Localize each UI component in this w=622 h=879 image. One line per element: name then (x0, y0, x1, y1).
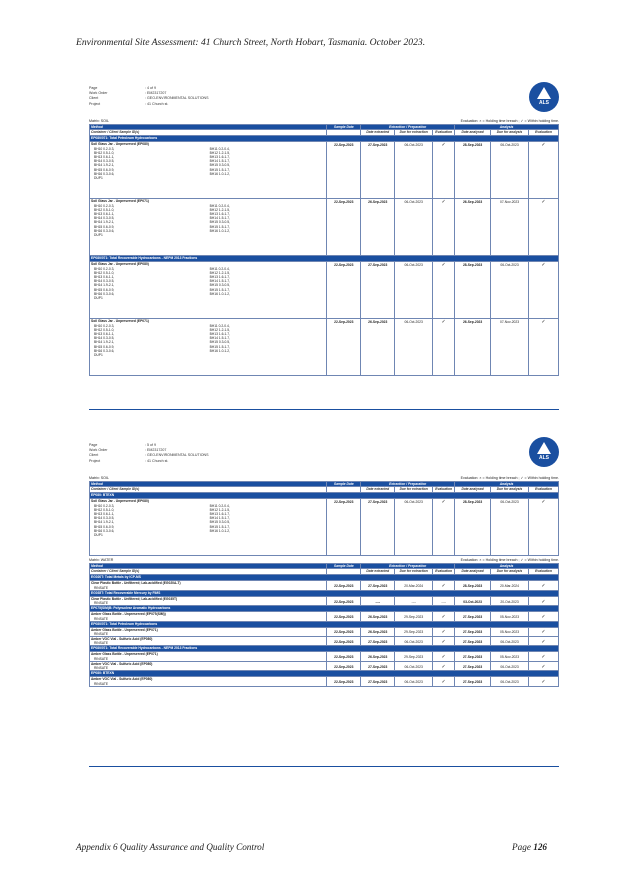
date-cell: 27-Sep-2023 (361, 677, 395, 686)
sample-id: RINSATE (94, 632, 109, 637)
sample-id: RINSATE (94, 585, 109, 590)
meta-label: Project (89, 458, 101, 463)
section-header: EP080: BTEXN (90, 671, 559, 677)
check-icon: ✓ (441, 319, 446, 326)
check-icon: ✓ (441, 199, 446, 206)
check-icon: ✓ (441, 262, 446, 269)
table-row: Soil Glass Jar - Unpreserved (EP080) BH10 0.2-0.3, BH12 0.5-1.0, BH13 0.6-1.1, BH14 0.3-0.5, BH14 1.9-2.1, BH15 0.6-0.9, BH16 0.3-0.6, DUP1 BH11 0.2-0.4, BH12 1.2-1.5, BH13 1.6-1.7, BH14 1.5-1.7, BH15 0.3-0.5, BH15 1.5-1.7, BH16 1.0-1.2, 22-Sep-2023 27-Sep-2023 06-Oct-2023 ✓ 28-Sep-2023 06-Oct-2023 ✓ (90, 142, 559, 199)
container-title: Clear Plastic Bottle - Unfiltered; Lab-acidified (EG020A-T) (91, 581, 181, 586)
col-method: Method (90, 564, 327, 569)
section-header: EP080/071: Total Petroleum Hydrocarbons (90, 621, 559, 627)
section-header: EP075(SIM)B: Polynuclear Aromatic Hydrocarbons (90, 606, 559, 612)
als-logo-icon (529, 82, 559, 112)
col-date-analysed: Date analysed (455, 487, 491, 493)
date-cell: 27-Sep-2023 (361, 637, 395, 646)
check-icon: ✓ (541, 598, 546, 605)
check-icon: ✓ (441, 654, 446, 661)
page-header: Environmental Site Assessment: 41 Church Street, North Hobart, Tasmania. October 2023. (76, 37, 426, 48)
date-cell: 22-Sep-2023 (327, 596, 361, 605)
date-cell: 05-Nov-2023 (491, 627, 529, 636)
check-icon: ✓ (441, 629, 446, 636)
report-divider (89, 409, 559, 410)
date-cell: 28-Sep-2023 (455, 581, 491, 590)
date-cell: 22-Sep-2023 (327, 652, 361, 661)
col-date-extracted: Date extracted (361, 130, 395, 136)
report-meta (89, 443, 559, 476)
table-row: Soil Glass Jar - Unpreserved (EP071) BH10 0.2-0.3, BH12 0.5-1.0, BH13 0.6-1.1, BH14 0.3-0.5, BH14 1.9-2.1, BH15 0.6-0.9, BH16 0.3-0.6, DUP1 BH11 0.2-0.4, BH12 1.2-1.5, BH13 1.6-1.7, BH14 1.5-1.7, BH15 0.3-0.5, BH15 1.5-1.7, BH16 1.0-1.2, 22-Sep-2023 26-Sep-2023 06-Oct-2023 ✓ 26-Sep-2023 07-Nov-2023 ✓ (90, 319, 559, 376)
check-icon: ✓ (441, 142, 446, 149)
col-evaluation: Evaluation (433, 130, 455, 136)
meta-label: Project (89, 101, 101, 106)
holding-time-table (89, 563, 559, 686)
sample-id: RINSATE (94, 681, 109, 686)
date-cell: 29-Sep-2023 (395, 627, 433, 636)
check-icon: ✓ (441, 583, 446, 590)
col-due-extraction: Due for extraction (395, 130, 433, 136)
page-number (512, 842, 547, 852)
col-due-extraction: Due for extraction (395, 487, 433, 493)
section-header: EP080/071: Total Petroleum Hydrocarbons (90, 136, 559, 142)
section-header: EP080/071: Total Recoverable Hydrocarbons - NEPM 2013 Fractions (90, 256, 559, 262)
col-extraction-group: Extraction / Preparation (361, 482, 455, 487)
meta-client: : GEO-ENVIRONMENTAL SOLUTIONS (145, 453, 209, 458)
check-icon: ✓ (441, 678, 446, 685)
sample-id: RINSATE (94, 641, 109, 646)
table-row (90, 612, 559, 621)
check-icon: ✓ (541, 319, 546, 326)
date-cell: 06-Oct-2023 (491, 637, 529, 646)
date-cell: 06-Oct-2023 (395, 637, 433, 646)
container-title: Amber Glass Bottle - Unpreserved (EP071) (91, 652, 158, 657)
date-cell: 27-Sep-2023 (455, 637, 491, 646)
check-icon: ✓ (541, 613, 546, 620)
page-number-value: 126 (533, 842, 547, 852)
holding-time-table (89, 481, 559, 556)
als-logo-icon (529, 437, 559, 467)
evaluation-legend: Evaluation: × = Holding time breach ; ✓ = Within holding time. (460, 119, 559, 123)
col-date-extracted: Date extracted (361, 569, 395, 575)
date-cell: 20-Oct-2023 (491, 596, 529, 605)
col-evaluation: Evaluation (433, 569, 455, 575)
col-evaluation: Evaluation (528, 569, 558, 575)
table-row (90, 596, 559, 605)
check-icon: ✓ (541, 654, 546, 661)
meta-work-order: : EM2317207 (145, 91, 167, 96)
container-title: Soil Glass Jar - Unpreserved (EP080) (91, 142, 149, 147)
meta-project: : 41 Church st. (145, 458, 169, 463)
check-icon: ✓ (441, 663, 446, 670)
col-container: Container / Client Sample ID(s) (90, 569, 327, 575)
date-cell: 06-Oct-2023 (491, 677, 529, 686)
date-cell: 22-Sep-2023 (327, 581, 361, 590)
meta-label: Page (89, 86, 98, 90)
date-cell: 20-Mar-2024 (395, 581, 433, 590)
section-header: EG020T: Total Metals by ICP-MS (90, 575, 559, 581)
check-icon: ✓ (541, 629, 546, 636)
section-header: EP080: BTEXN (90, 493, 559, 499)
col-due-extraction: Due for extraction (395, 569, 433, 575)
col-container: Container / Client Sample ID(s) (90, 130, 327, 136)
date-cell: 26-Sep-2023 (361, 652, 395, 661)
date-cell: 27-Sep-2023 (361, 581, 395, 590)
date-cell: 22-Sep-2023 (327, 677, 361, 686)
date-cell: ---- (395, 596, 433, 605)
col-analysis-group: Analysis (455, 564, 559, 569)
evaluation-legend: Evaluation: × = Holding time breach ; ✓ = Within holding time. (460, 476, 559, 480)
container-title: Soil Glass Jar - Unpreserved (EP080) (91, 499, 149, 504)
table-row: Soil Glass Jar - Unpreserved (EP071) BH10 0.2-0.3, BH12 0.5-1.0, BH13 0.6-1.1, BH14 0.3-0.5, BH14 1.9-2.1, BH15 0.6-0.9, BH16 0.3-0.6, DUP1 BH11 0.2-0.4, BH12 1.2-1.5, BH13 1.6-1.7, BH14 1.5-1.7, BH15 0.3-0.5, BH15 1.5-1.7, BH16 1.0-1.2, 22-Sep-2023 26-Sep-2023 06-Oct-2023 ✓ 26-Sep-2023 07-Nov-2023 ✓ (90, 199, 559, 256)
logo-text: ALS (539, 455, 549, 461)
date-cell: 29-Sep-2023 (395, 652, 433, 661)
date-cell: 22-Sep-2023 (327, 661, 361, 670)
check-icon: ✓ (441, 613, 446, 620)
table-row: Soil Glass Jar - Unpreserved (EP080) BH10 0.2-0.3, BH12 0.5-1.0, BH13 0.6-1.1, BH14 0.3-0.5, BH14 1.9-2.1, BH15 0.6-0.9, BH16 0.3-0.6, DUP1 BH11 0.2-0.4, BH12 1.2-1.5, BH13 1.6-1.7, BH14 1.5-1.7, BH15 0.3-0.5, BH15 1.5-1.7, BH16 1.0-1.2, 22-Sep-2023 27-Sep-2023 06-Oct-2023 ✓ 28-Sep-2023 06-Oct-2023 ✓ (90, 499, 559, 556)
matrix-label: Matrix: SOIL (89, 476, 109, 480)
matrix-label: Matrix: SOIL (89, 119, 109, 123)
meta-client: : GEO-ENVIRONMENTAL SOLUTIONS (145, 96, 209, 101)
table-row: Soil Glass Jar - Unpreserved (EP080) BH10 0.2-0.3, BH12 0.5-1.0, BH13 0.6-1.1, BH14 0.3-0.5, BH14 1.9-2.1, BH15 0.6-0.9, BH16 0.3-0.6, DUP1 BH11 0.2-0.4, BH12 1.2-1.5, BH13 1.6-1.7, BH14 1.5-1.7, BH15 0.3-0.5, BH15 1.5-1.7, BH16 1.0-1.2, 22-Sep-2023 27-Sep-2023 06-Oct-2023 ✓ 28-Sep-2023 06-Oct-2023 ✓ (90, 262, 559, 319)
col-method: Method (90, 125, 327, 130)
date-cell: 29-Sep-2023 (395, 612, 433, 621)
col-container: Container / Client Sample ID(s) (90, 487, 327, 493)
col-due-analysis: Due for analysis (491, 130, 529, 136)
section-header: EP080/071: Total Recoverable Hydrocarbons - NEPM 2013 Fractions (90, 646, 559, 652)
date-cell: 27-Sep-2023 (455, 612, 491, 621)
table-row (90, 637, 559, 646)
container-title: Amber VOC Vial - Sulfuric Acid (EP080) (91, 677, 153, 682)
date-cell: 27-Sep-2023 (455, 652, 491, 661)
meta-page: : 4 of 9 (145, 86, 156, 90)
sample-id: RINSATE (94, 601, 109, 606)
container-title: Amber Glass Bottle - Unpreserved (EP071) (91, 627, 158, 632)
col-analysis-group: Analysis (455, 125, 559, 130)
page-number-label: Page (512, 842, 531, 852)
report-meta (89, 86, 559, 119)
date-cell: 20-Mar-2024 (491, 581, 529, 590)
date-cell: 06-Oct-2023 (395, 677, 433, 686)
col-due-analysis: Due for analysis (491, 487, 529, 493)
date-cell: 27-Sep-2023 (361, 661, 395, 670)
sample-id: RINSATE (94, 666, 109, 671)
table-row (90, 627, 559, 636)
meta-label: Work Order (89, 91, 108, 96)
container-title: Clear Plastic Bottle - Unfiltered; Lab-acidified (EG035T) (91, 596, 178, 601)
container-title: Soil Glass Jar - Unpreserved (EP071) (91, 199, 149, 204)
check-icon: ✓ (541, 199, 546, 206)
container-title: Amber VOC Vial - Sulfuric Acid (EP080) (91, 637, 153, 642)
col-extraction-group: Extraction / Preparation (361, 564, 455, 569)
col-date-analysed: Date analysed (455, 569, 491, 575)
meta-page: : 5 of 9 (145, 443, 156, 447)
check-icon: ✓ (541, 583, 546, 590)
meta-project: : 41 Church st. (145, 101, 169, 106)
date-cell: 22-Sep-2023 (327, 612, 361, 621)
evaluation-legend: Evaluation: × = Holding time breach ; ✓ = Within holding time. (460, 558, 559, 563)
check-icon: ✓ (541, 262, 546, 269)
col-extraction-group: Extraction / Preparation (361, 125, 455, 130)
check-icon: ✓ (541, 499, 546, 506)
col-sample-date: Sample Date (327, 482, 361, 487)
page-footer: Appendix 6 Quality Assurance and Quality Control (76, 842, 265, 852)
col-method: Method (90, 482, 327, 487)
report-divider (89, 766, 559, 767)
check-icon: ✓ (541, 142, 546, 149)
container-title: Soil Glass Jar - Unpreserved (EP080) (91, 262, 149, 267)
date-cell: 06-Oct-2023 (395, 661, 433, 670)
evaluation-cell: ---- (433, 596, 455, 605)
report-page-5 (89, 443, 559, 687)
date-cell: 06-Oct-2023 (491, 661, 529, 670)
table-row (90, 652, 559, 661)
container-title: Soil Glass Jar - Unpreserved (EP071) (91, 319, 149, 324)
check-icon: ✓ (441, 499, 446, 506)
date-cell: 05-Nov-2023 (491, 612, 529, 621)
date-cell: 27-Sep-2023 (455, 677, 491, 686)
col-evaluation: Evaluation (528, 487, 558, 493)
meta-label: Work Order (89, 448, 108, 453)
report-page-4 (89, 86, 559, 376)
container-title: Amber Glass Bottle - Unpreserved (EP075(SIM)) (91, 612, 166, 617)
date-cell: 22-Sep-2023 (327, 627, 361, 636)
col-evaluation: Evaluation (433, 487, 455, 493)
date-cell: 27-Sep-2023 (455, 627, 491, 636)
sample-id: RINSATE (94, 656, 109, 661)
check-icon: ✓ (541, 678, 546, 685)
date-cell: ---- (361, 596, 395, 605)
date-cell: 26-Sep-2023 (361, 627, 395, 636)
container-title: Amber VOC Vial - Sulfuric Acid (EP080) (91, 661, 153, 666)
holding-time-table (89, 124, 559, 376)
col-sample-date: Sample Date (327, 125, 361, 130)
table-row (90, 661, 559, 670)
date-cell: 27-Sep-2023 (455, 661, 491, 670)
meta-label: Client (89, 96, 99, 101)
check-icon: ✓ (541, 638, 546, 645)
date-cell: 26-Sep-2023 (361, 612, 395, 621)
meta-work-order: : EM2317207 (145, 448, 167, 453)
col-due-analysis: Due for analysis (491, 569, 529, 575)
date-cell: 05-Nov-2023 (491, 652, 529, 661)
col-date-extracted: Date extracted (361, 487, 395, 493)
col-sample-date: Sample Date (327, 564, 361, 569)
matrix-label: Matrix: WATER (89, 558, 114, 563)
date-cell: 22-Sep-2023 (327, 637, 361, 646)
check-icon: ✓ (441, 638, 446, 645)
logo-text: ALS (539, 100, 549, 106)
sample-id: RINSATE (94, 616, 109, 621)
col-evaluation: Evaluation (528, 130, 558, 136)
col-date-analysed: Date analysed (455, 130, 491, 136)
check-icon: ✓ (541, 663, 546, 670)
meta-label: Client (89, 453, 99, 458)
date-cell: 03-Oct-2023 (455, 596, 491, 605)
meta-label: Page (89, 443, 98, 447)
table-row (90, 677, 559, 686)
table-row (90, 581, 559, 590)
col-analysis-group: Analysis (455, 482, 559, 487)
section-header: EG035T: Total Recoverable Mercury by FIMS (90, 590, 559, 596)
